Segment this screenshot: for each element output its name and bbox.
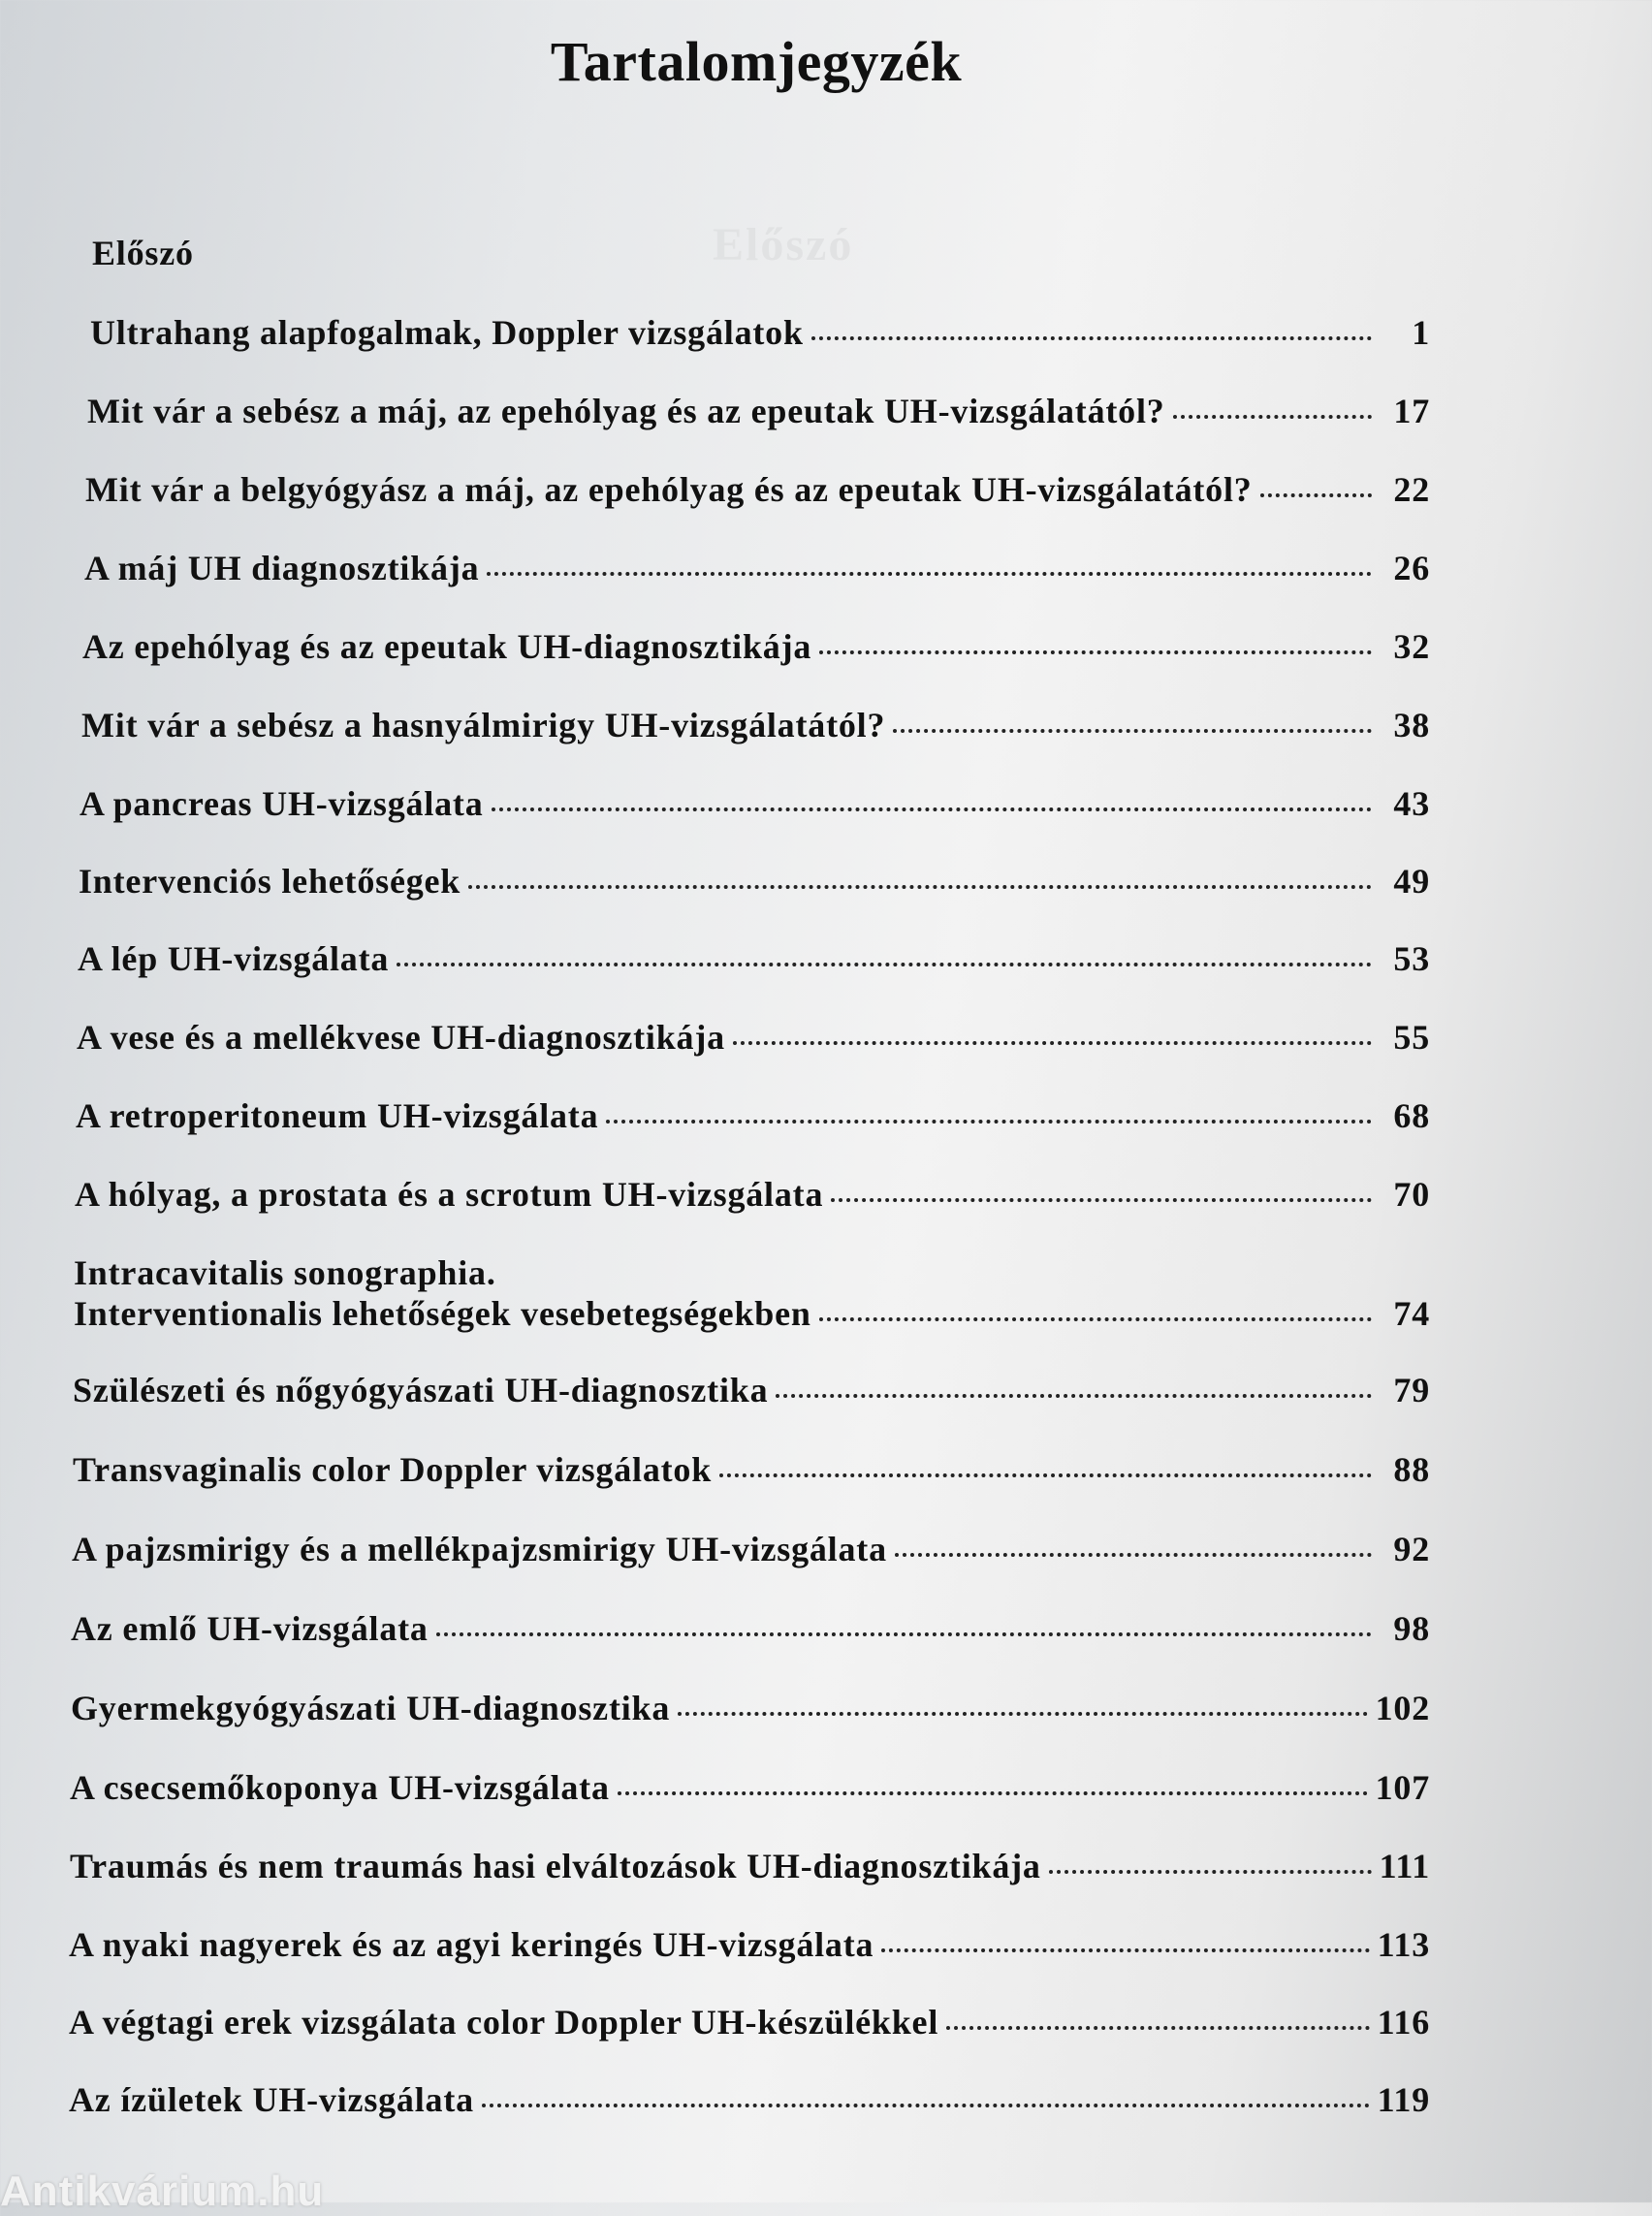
- toc-entry: [75, 1174, 1430, 1215]
- toc-entry: [84, 548, 1430, 588]
- leader-dots: [733, 1041, 1372, 1045]
- leader-dots: [893, 729, 1372, 733]
- toc-entry-title: A retroperitoneum UH-vizsgálata: [76, 1096, 599, 1135]
- toc-entry-title: A lép UH-vizsgálata: [78, 939, 390, 978]
- toc-entry-title: Az ízületek UH-vizsgálata: [69, 2080, 474, 2119]
- toc-entry: [73, 1370, 1430, 1410]
- leader-dots: [831, 1198, 1372, 1202]
- toc-entry: [92, 233, 194, 273]
- leader-dots: [1173, 415, 1372, 419]
- toc-entry-page: 102: [1375, 1689, 1430, 1727]
- toc-entry-page: 1: [1412, 313, 1430, 352]
- toc-entry-page: 74: [1393, 1294, 1430, 1333]
- leader-dots: [678, 1712, 1367, 1716]
- toc-entry-title: Gyermekgyógyászati UH-diagnosztika: [71, 1689, 671, 1727]
- toc-entry-page: 113: [1377, 1925, 1430, 1964]
- toc-entry: [69, 1924, 1430, 1965]
- leader-dots: [719, 1473, 1372, 1477]
- leader-dots: [819, 650, 1372, 654]
- toc-entry-page: 70: [1393, 1175, 1430, 1214]
- toc-entry: [81, 705, 1430, 745]
- toc-entry-title: A végtagi erek vizsgálata color Doppler UH-készülékkel: [69, 2003, 939, 2042]
- toc-entry: [71, 1608, 1430, 1649]
- leader-dots: [397, 963, 1372, 966]
- toc-entry-title: Mit vár a sebész a hasnyálmirigy UH-vizsgálatától?: [81, 706, 886, 744]
- leader-dots: [776, 1394, 1372, 1398]
- leader-dots: [881, 1948, 1369, 1952]
- toc-entry-page: 68: [1393, 1096, 1430, 1135]
- toc-entry: [71, 1688, 1430, 1728]
- leader-dots: [618, 1791, 1368, 1795]
- bleed-through-text: Előszó: [713, 219, 854, 270]
- leader-dots: [606, 1120, 1372, 1124]
- toc-entry-title: A hólyag, a prostata és a scrotum UH-vizsgálata: [75, 1175, 824, 1214]
- toc-entry: [70, 1767, 1430, 1808]
- toc-entry-title-line1: Intracavitalis sonographia.: [74, 1253, 496, 1292]
- leader-dots: [819, 1317, 1372, 1321]
- toc-entry-page: 98: [1393, 1609, 1430, 1648]
- toc-entry-page: 38: [1393, 706, 1430, 744]
- leader-dots: [436, 1632, 1372, 1636]
- toc-entry-page: 22: [1393, 470, 1430, 509]
- toc-entry: [72, 1529, 1430, 1569]
- toc-entry: [79, 783, 1430, 824]
- toc-entry-title: Interventionalis lehetőségek vesebetegségekben: [74, 1294, 811, 1333]
- toc-entry-page: 92: [1393, 1530, 1430, 1568]
- toc-entry-title: A nyaki nagyerek és az agyi keringés UH-vizsgálata: [69, 1925, 874, 1964]
- toc-entry-title: Az epehólyag és az epeutak UH-diagnosztikája: [82, 627, 812, 666]
- toc-entry-title: Szülészeti és nőgyógyászati UH-diagnosztika: [73, 1371, 769, 1409]
- watermark: Antikvárium.hu: [0, 2168, 325, 2215]
- leader-dots: [895, 1553, 1372, 1557]
- toc-entry-title: Transvaginalis color Doppler vizsgálatok: [73, 1450, 713, 1489]
- toc-entry: [74, 1252, 1430, 1334]
- toc-entry-line2: [74, 1293, 1430, 1334]
- toc-entry: [77, 1017, 1430, 1058]
- toc-entry-page: 26: [1393, 549, 1430, 587]
- leader-dots: [811, 336, 1372, 340]
- toc-entry: [70, 1846, 1430, 1886]
- toc-entry-title: Traumás és nem traumás hasi elváltozások UH-diagnosztikája: [70, 1847, 1041, 1885]
- toc-entry-title: A csecsemőkoponya UH-vizsgálata: [70, 1768, 610, 1807]
- toc-entry: [78, 938, 1430, 979]
- toc-entry-title: Az emlő UH-vizsgálata: [71, 1609, 429, 1648]
- toc-entry-page: 55: [1393, 1018, 1430, 1057]
- toc-entry-title: A pancreas UH-vizsgálata: [79, 784, 484, 823]
- toc-entry-page: 43: [1393, 784, 1430, 823]
- toc-entry: [87, 391, 1430, 431]
- toc-entry-title: Ultrahang alapfogalmak, Doppler vizsgálatok: [90, 313, 804, 352]
- leader-dots: [482, 2104, 1370, 2107]
- toc-entry-page: 17: [1393, 392, 1430, 430]
- toc-entry: [76, 1095, 1430, 1136]
- leader-dots: [1260, 493, 1372, 497]
- toc-entry: [79, 861, 1430, 902]
- toc-entry-title: Mit vár a belgyógyász a máj, az epehólyag és az epeutak UH-vizsgálatától?: [85, 470, 1253, 509]
- toc-entry: [73, 1449, 1430, 1490]
- leader-dots: [946, 2026, 1369, 2030]
- toc-entry-page: 111: [1379, 1847, 1430, 1885]
- toc-entry-page: 79: [1393, 1371, 1430, 1409]
- toc-entry: [82, 626, 1430, 667]
- leader-dots: [487, 572, 1372, 576]
- toc-entry-page: 116: [1377, 2003, 1430, 2042]
- toc-entry-title: A máj UH diagnosztikája: [84, 549, 480, 587]
- toc-entry-page: 107: [1375, 1768, 1430, 1807]
- toc-entry-title: A pajzsmirigy és a mellékpajzsmirigy UH-vizsgálata: [72, 1530, 887, 1568]
- toc-entry-page: 49: [1393, 862, 1430, 901]
- toc-entry: [69, 2079, 1430, 2120]
- toc-entry-page: 119: [1377, 2080, 1430, 2119]
- toc-entry-title: Mit vár a sebész a máj, az epehólyag és az epeutak UH-vizsgálatától?: [87, 392, 1165, 430]
- page-title: Tartalomjegyzék: [550, 30, 963, 93]
- toc-entry-title: Előszó: [92, 234, 194, 272]
- toc-entry-title: A vese és a mellékvese UH-diagnosztikája: [77, 1018, 725, 1057]
- toc-entry: [69, 2002, 1430, 2042]
- toc-entry-title: Intervenciós lehetőségek: [79, 862, 461, 901]
- leader-dots: [492, 807, 1372, 811]
- leader-dots: [468, 885, 1372, 889]
- toc-entry-page: 53: [1393, 939, 1430, 978]
- leader-dots: [1049, 1870, 1372, 1874]
- toc-entry-page: 32: [1393, 627, 1430, 666]
- toc-entry: [85, 469, 1430, 510]
- toc-entry: [90, 312, 1430, 353]
- toc-entry-page: 88: [1393, 1450, 1430, 1489]
